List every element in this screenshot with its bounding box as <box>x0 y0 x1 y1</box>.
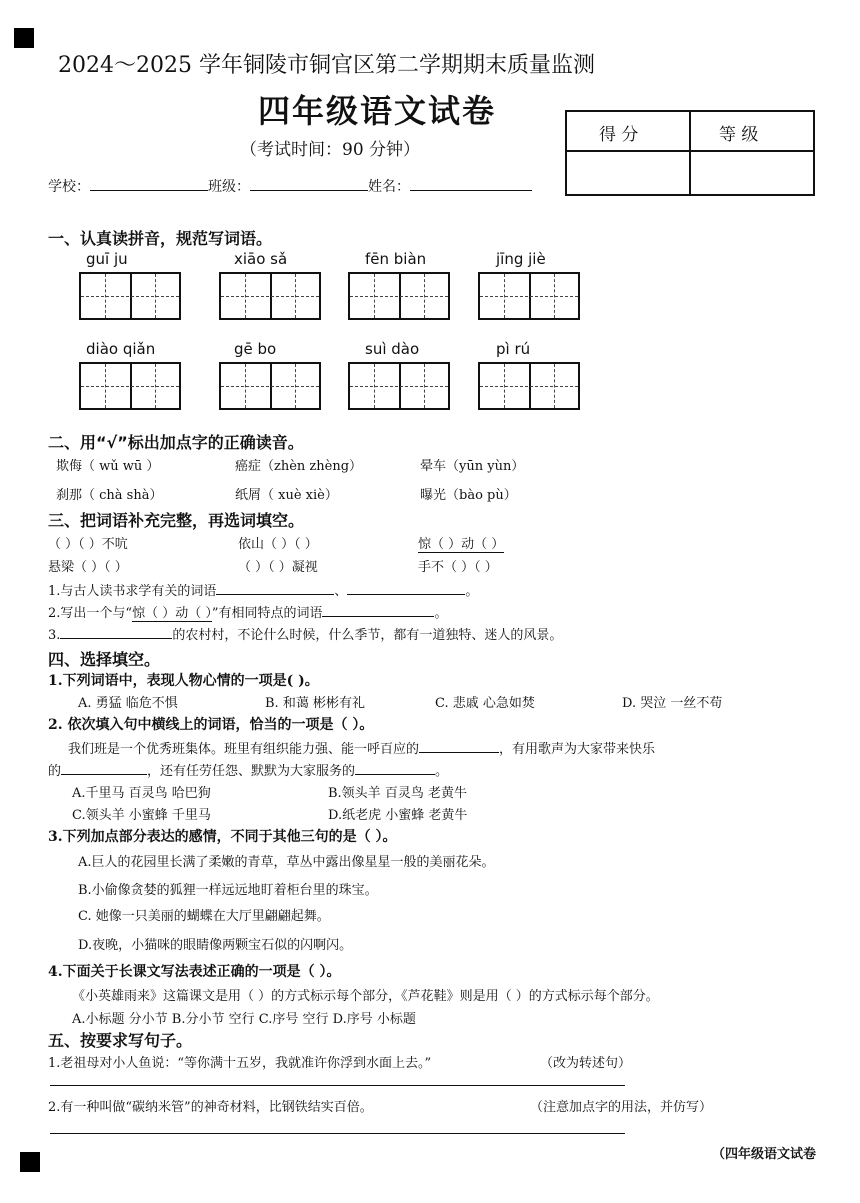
choice-q1-option-a[interactable]: A. 勇猛 临危不惧 <box>78 696 178 711</box>
pinyin-7: suì dào <box>365 340 420 358</box>
reading-item-5[interactable]: 纸屑（ xuè xiè） <box>235 488 338 503</box>
reading-item-1[interactable]: 欺侮（ wǔ wū ） <box>56 459 160 474</box>
reading-item-2[interactable]: 癌症（zhèn zhèng） <box>235 459 363 474</box>
exam-time-note: （考试时间：90 分钟） <box>240 140 421 160</box>
answer-line-2[interactable] <box>50 1133 625 1134</box>
reading-item-3[interactable]: 晕车（yūn yùn） <box>420 459 525 474</box>
choice-q2-option-b[interactable]: B.领头羊 百灵鸟 老黄牛 <box>328 786 467 801</box>
choice-q2-option-c[interactable]: C.领头羊 小蜜蜂 千里马 <box>72 808 211 823</box>
section-4-heading: 四、选择填空。 <box>48 650 161 669</box>
writing-box-5[interactable] <box>79 362 181 410</box>
choice-q1-option-d[interactable]: D. 哭泣 一丝不苟 <box>622 696 723 711</box>
choice-q3: 3.下列加点部分表达的感情，不同于其他三句的是（ ）。 <box>48 829 397 845</box>
fill-sentence-1: 1.与古人读书求学有关的词语 、 。 <box>48 580 478 599</box>
choice-q1: 1.下列词语中，表现人物心情的一项是( )。 <box>48 673 319 689</box>
reading-item-4[interactable]: 刹那（ chà shà） <box>56 488 163 503</box>
school-field[interactable] <box>90 176 208 191</box>
section-3-heading: 三、把词语补充完整，再选词填空。 <box>48 511 305 530</box>
choice-q2-passage-line2: 的 ，还有任劳任怨、默默为大家服务的 。 <box>48 760 448 779</box>
fill-sentence-2: 2.写出一个与“惊（ ）动（ ）”有相同特点的词语 。 <box>48 602 448 621</box>
writing-box-1[interactable] <box>79 272 181 320</box>
fill-blank[interactable] <box>61 760 147 775</box>
idiom-4[interactable]: 悬梁（ ）（ ） <box>48 560 128 575</box>
fill-blank[interactable] <box>322 602 434 617</box>
name-field[interactable] <box>410 176 532 191</box>
writing-box-3[interactable] <box>348 272 450 320</box>
score-table <box>565 110 815 196</box>
name-label: 姓名： <box>368 179 410 195</box>
school-label: 学校： <box>48 179 90 195</box>
choice-q1-option-c[interactable]: C. 悲戚 心急如焚 <box>435 696 535 711</box>
rewrite-note-1: （改为转述句） <box>540 1056 632 1071</box>
pinyin-2: xiāo sǎ <box>234 250 288 268</box>
rewrite-note-2: （注意加点字的用法，并仿写） <box>530 1100 713 1115</box>
section-5-heading: 五、按要求写句子。 <box>48 1031 193 1050</box>
pinyin-3: fēn biàn <box>365 250 427 268</box>
idiom-1[interactable]: （ ）（ ）不吭 <box>48 537 128 552</box>
fill-sentence-3: 3. 的农村村，不论什么时候，什么季节，都有一道独特、迷人的风景。 <box>48 624 562 643</box>
corner-marker-top <box>14 28 34 48</box>
corner-marker-bottom <box>20 1152 40 1172</box>
exam-title: 2024～2025 学年铜陵市铜官区第二学期期末质量监测 <box>58 53 595 78</box>
writing-box-7[interactable] <box>348 362 450 410</box>
pinyin-8: pì rú <box>496 340 531 358</box>
grade-header: 等 级 <box>719 125 759 145</box>
idiom-6[interactable]: 手不（ ）（ ） <box>418 560 498 575</box>
choice-q4-options[interactable]: A.小标题 分小节 B.分小节 空行 C.序号 空行 D.序号 小标题 <box>72 1012 416 1027</box>
choice-q3-option-b[interactable]: B.小偷像贪婪的狐狸一样远远地盯着柜台里的珠宝。 <box>78 883 378 898</box>
page-footer: （四年级语文试卷 <box>712 1147 817 1162</box>
pinyin-5: diào qiǎn <box>86 340 156 358</box>
choice-q2-passage-line1: 我们班是一个优秀班集体。班里有组织能力强、能一呼百应的 ，有用歌声为大家带来快乐 <box>68 738 655 757</box>
pinyin-4: jīng jiè <box>496 250 546 268</box>
fill-blank[interactable] <box>355 760 435 775</box>
choice-q3-option-d[interactable]: D.夜晚，小猫咪的眼睛像两颗宝石似的闪啊闪。 <box>78 938 353 953</box>
choice-q4: 4.下面关于长课文写法表述正确的一项是（ ）。 <box>48 964 341 980</box>
idiom-3[interactable]: 惊（ ）动（ ） <box>418 533 504 553</box>
choice-q3-option-c[interactable]: C. 她像一只美丽的蝴蝶在大厅里翩翩起舞。 <box>78 909 330 924</box>
choice-q2-option-d[interactable]: D.纸老虎 小蜜蜂 老黄牛 <box>328 808 468 823</box>
writing-box-6[interactable] <box>219 362 321 410</box>
reading-item-6[interactable]: 曝光（bào pù） <box>420 488 517 503</box>
writing-box-4[interactable] <box>478 272 580 320</box>
fill-blank[interactable] <box>60 624 172 639</box>
section-1-heading: 一、认真读拼音，规范写词语。 <box>48 229 273 248</box>
section-2-heading: 二、用“√”标出加点字的正确读音。 <box>48 433 304 452</box>
choice-q2: 2. 依次填入句中横线上的词语，恰当的一项是（ ）。 <box>48 717 374 733</box>
rewrite-sentence-2: 2.有一种叫做“碳纳米管”的神奇材料，比钢铁结实百倍。 <box>48 1100 373 1115</box>
fill-blank[interactable] <box>347 580 465 595</box>
student-info-row <box>48 176 532 196</box>
class-field[interactable] <box>250 176 368 191</box>
choice-q4-text: 《小英雄雨来》这篇课文是用（ ）的方式标示每个部分，《芦花鞋》则是用（ ）的方式标示每个部分。 <box>72 989 659 1004</box>
class-label: 班级： <box>208 179 250 195</box>
score-header: 得 分 <box>599 125 639 145</box>
rewrite-sentence-1: 1.老祖母对小人鱼说：“等你满十五岁，我就准许你浮到水面上去。” <box>48 1056 432 1071</box>
idiom-2[interactable]: 依山（ ）（ ） <box>238 537 318 552</box>
fill-blank[interactable] <box>216 580 334 595</box>
writing-box-2[interactable] <box>219 272 321 320</box>
choice-q3-option-a[interactable]: A.巨人的花园里长满了柔嫩的青草，草丛中露出像星星一般的美丽花朵。 <box>78 855 495 870</box>
fill-blank[interactable] <box>419 738 499 753</box>
choice-q1-option-b[interactable]: B. 和蔼 彬彬有礼 <box>265 696 365 711</box>
pinyin-6: gē bo <box>234 340 277 358</box>
idiom-5[interactable]: （ ）（ ）凝视 <box>238 560 318 575</box>
answer-line-1[interactable] <box>50 1085 625 1086</box>
writing-box-8[interactable] <box>478 362 580 410</box>
choice-q2-option-a[interactable]: A.千里马 百灵鸟 哈巴狗 <box>72 786 211 801</box>
pinyin-1: guī ju <box>86 250 128 268</box>
paper-title: 四年级语文试卷 <box>258 92 497 130</box>
